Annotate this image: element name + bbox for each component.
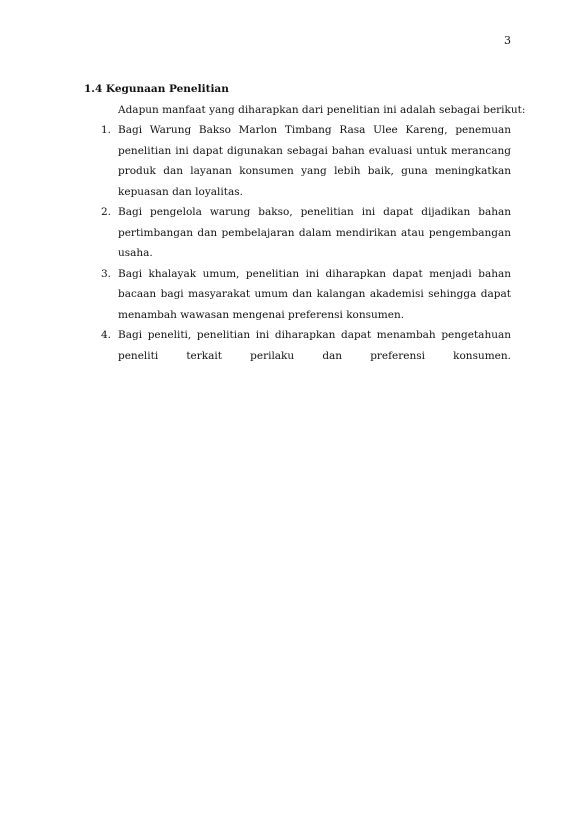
list-item-text: Bagi khalayak umum, penelitian ini diharapkan dapat menjadi bahan bacaan bagi masyarakat umum dan kalangan akademisi sehingga dapat menambah wawasan mengenai preferensi konsumen. — [118, 267, 511, 321]
list-item — [84, 202, 511, 264]
benefits-list — [84, 120, 511, 366]
list-item-number: 2. — [101, 206, 112, 218]
page-number: 3 — [504, 34, 511, 47]
section-title: 1.4 Kegunaan Penelitian — [84, 83, 229, 95]
list-item-number: 4. — [101, 329, 112, 341]
list-item — [84, 325, 511, 366]
list-item — [84, 264, 511, 326]
section-intro: Adapun manfaat yang diharapkan dari penelitian ini adalah sebagai berikut: — [118, 104, 526, 116]
list-item-number: 3. — [101, 267, 112, 280]
section-kegunaan-penelitian — [84, 82, 526, 366]
list-item-text: Bagi peneliti, penelitian ini diharapkan dapat menambah pengetahuan peneliti terkait perilaku dan preferensi konsumen. — [118, 329, 511, 362]
list-item-number: 1. — [101, 124, 112, 136]
list-item-text: Bagi Warung Bakso Marlon Timbang Rasa Ulee Kareng, penemuan penelitian ini dapat digunakan sebagai bahan evaluasi untuk merancang produk dan layanan konsumen yang lebih baik, guna meningkatkan kepuasan dan loyalitas. — [118, 124, 511, 198]
list-item-text: Bagi pengelola warung bakso, penelitian ini dapat dijadikan bahan pertimbangan dan pembelajaran dalam mendirikan atau pengembangan usaha. — [118, 206, 511, 259]
list-item — [84, 120, 511, 202]
